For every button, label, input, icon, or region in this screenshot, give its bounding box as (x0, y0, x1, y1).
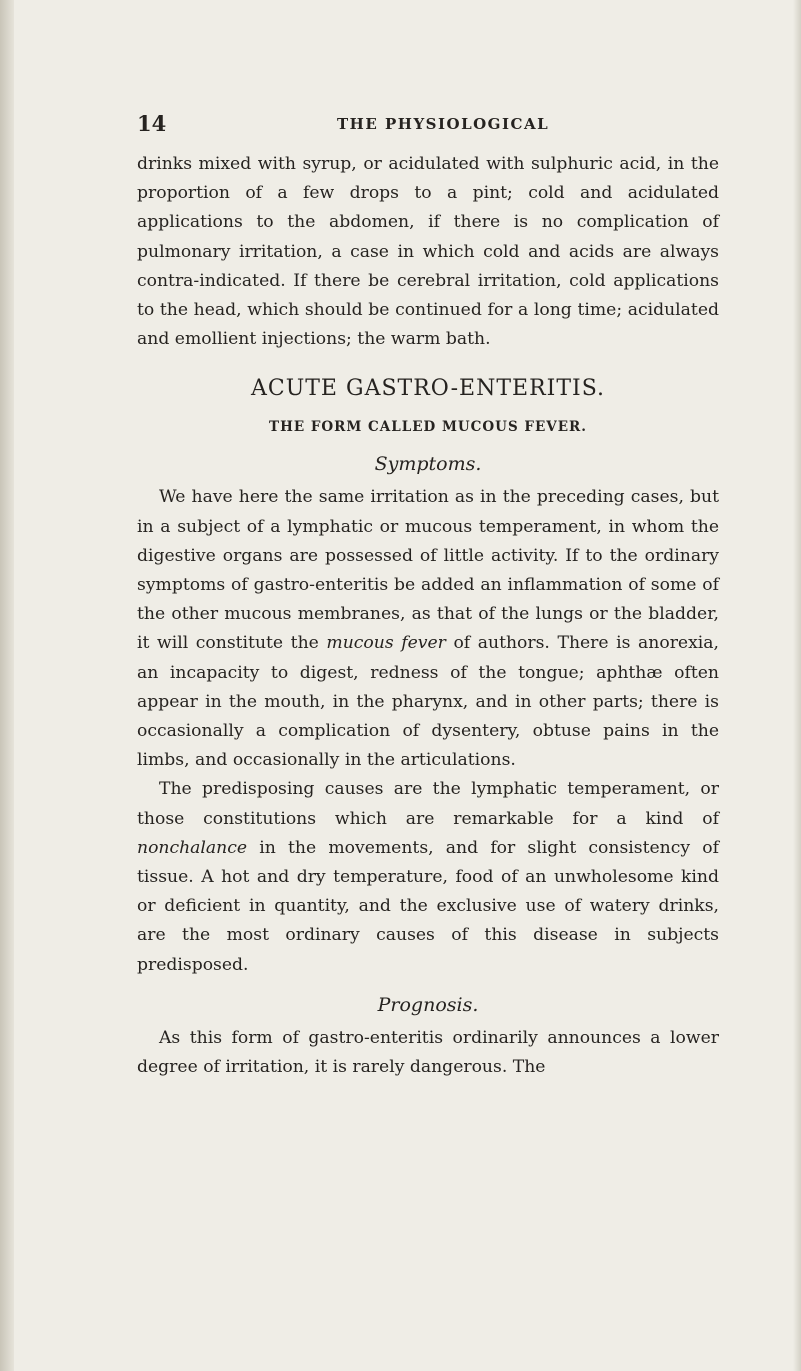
page-number: 14 (137, 111, 167, 136)
section-title: ACUTE GASTRO-ENTERITIS. (251, 376, 605, 402)
prognosis-heading: Prognosis. (377, 993, 479, 1016)
body-text (137, 150, 719, 1082)
emphasis-mucous-fever: mucous fever (326, 633, 446, 654)
paragraph-continuation: drinks mixed with syrup, or acidulated with sulphuric acid, in the proportion of a few drops to a pint; cold and acidulated applications to the abdomen, if there is no complication of pulmonary irritation, a case in which cold and acids are always contra-indicated. If there be cerebral irritation, cold applications to the head, which should be continued for a long time; acidulated and emollient injections; the warm bath. (137, 154, 719, 350)
symptoms-heading: Symptoms. (374, 453, 482, 476)
paragraph-symptoms: We have here the same irritation as in the preceding cases, but in a subject of a lymphatic or mucous temperament, in whom the digestive organs are possessed of little activity. If to the ordinary symptoms of gastro-enteritis be added an inflammation of some of the other mucous membranes, as that of the lungs or the bladder, it will constitute the mucous fever of authors. There is anorexia, an incapacity to digest, redness of the tongue; aphthæ often appear in the mouth, in the pharynx, and in other parts; there is occasionally a complication of dysentery, obtuse pains in the limbs, and occasionally in the articulations. (137, 487, 720, 771)
paragraph-causes: The predisposing causes are the lymphatic temperament, or those constitutions which are remarkable for a kind of nonchalance in the movements, and for slight consistency of tissue. A hot and dry temperature, food of an unwholesome kind or deficient in quantity, and the exclusive use of watery drinks, are the most ordinary causes of this disease in subjects predisposed. (137, 779, 719, 975)
page-header (137, 111, 717, 141)
subsection-title: THE FORM CALLED MUCOUS FEVER. (269, 419, 587, 436)
page-edge-right (793, 0, 801, 1371)
emphasis-nonchalance: nonchalance (137, 837, 248, 858)
paragraph-prognosis: As this form of gastro-enteritis ordinarily announces a lower degree of irritation, it is rarely dangerous. The (137, 1027, 719, 1078)
page-edge-left (0, 0, 14, 1371)
running-head: THE PHYSIOLOGICAL (337, 115, 550, 133)
